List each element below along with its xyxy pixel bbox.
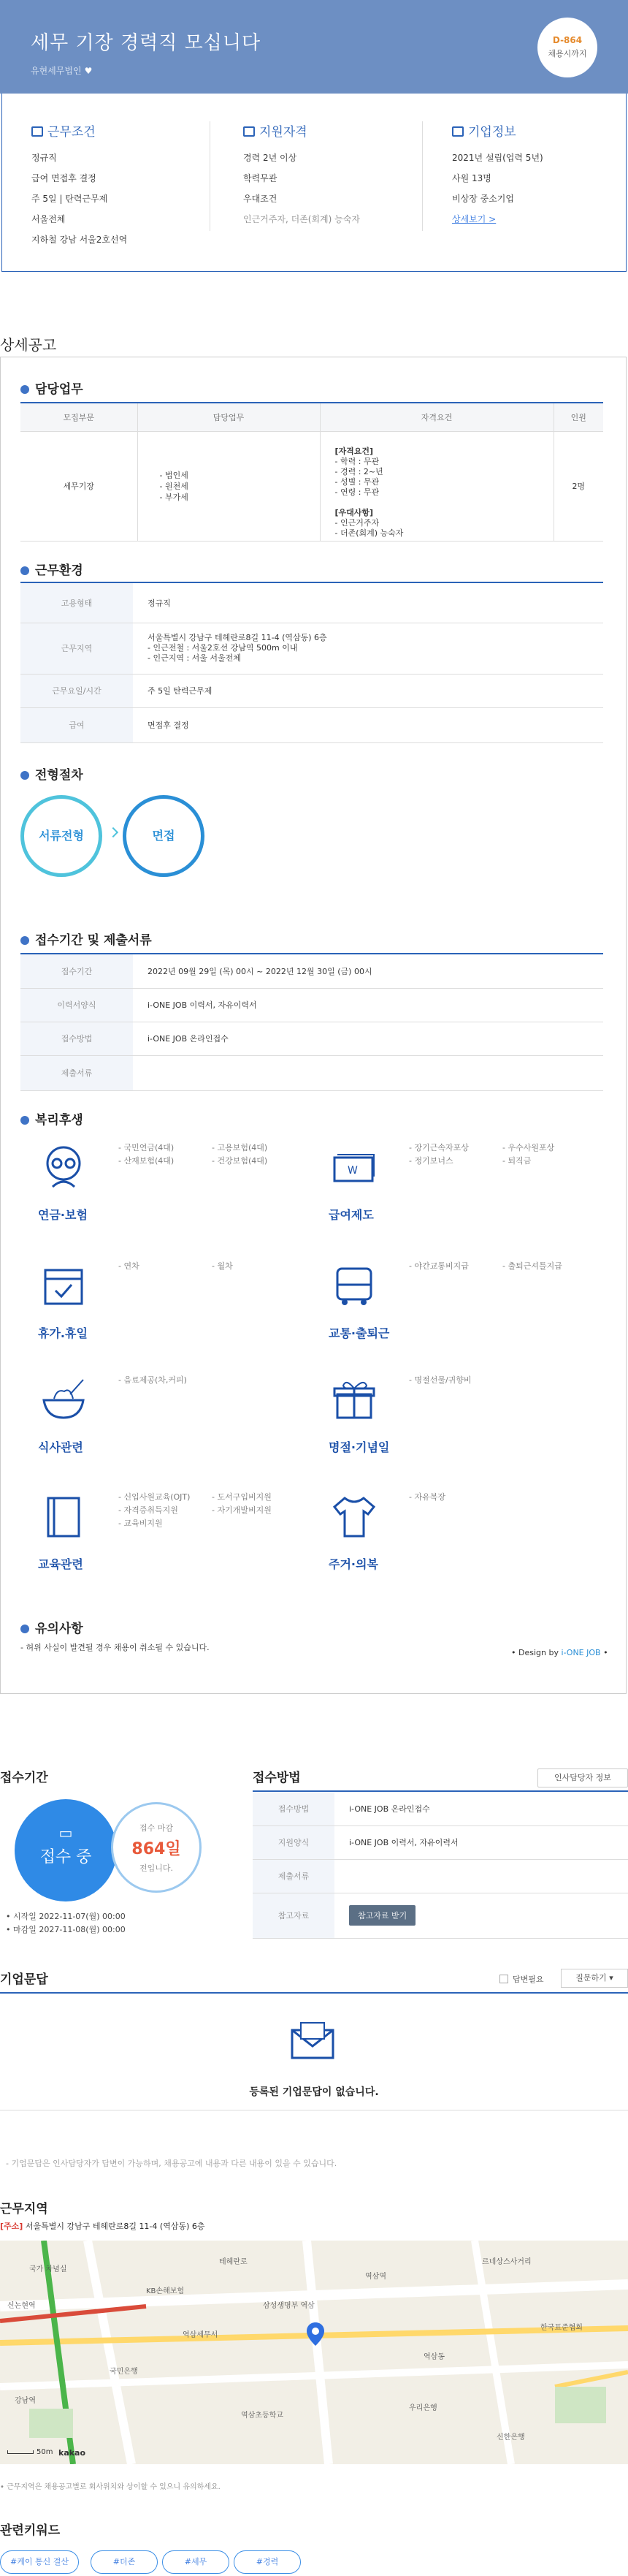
welfare-item: - 우수사원포상 [502, 1143, 555, 1152]
duty-title: 담당업무 [35, 382, 83, 397]
checkbox-label: 답변필요 [513, 1975, 544, 1984]
welfare-item: - 자기개발비지원 [212, 1505, 272, 1515]
bullet-icon [20, 1625, 29, 1633]
pref-item: - 더존(회계) 능숙자 [334, 528, 404, 538]
req-item: - 학력 : 무관 [334, 456, 380, 466]
keyword-tag[interactable]: #세무 [162, 2550, 229, 2574]
qna-empty-box [0, 1994, 628, 2110]
duty-requirements [320, 431, 554, 541]
welfare-group-name: 휴가.휴일 [38, 1326, 88, 1340]
map-place: 강남역 [15, 2397, 36, 2405]
condition-item: 정규직 [31, 153, 57, 163]
task-item: - 부가세 [159, 492, 188, 502]
map-note: • 근무지역은 채용공고별로 회사위치와 상이할 수 있으니 유의하세요. [0, 2483, 221, 2491]
bullet-icon [20, 385, 29, 394]
welfare-item: - 퇴직금 [502, 1156, 532, 1166]
row-value: 정규직 [133, 583, 603, 623]
qualification-item: 우대조건 [243, 194, 277, 204]
welfare-item: - 국민연금(4대) [118, 1143, 175, 1152]
svg-text:W: W [348, 1165, 358, 1177]
apply-title: 접수기간 및 제출서류 [35, 933, 152, 948]
reference-download-button[interactable]: 참고자료 받기 [349, 1905, 416, 1926]
welfare-group-name: 명절·기념일 [329, 1440, 390, 1454]
bullet-icon [20, 771, 29, 780]
welfare-group [38, 1374, 330, 1483]
method-title: 접수방법 [253, 1771, 301, 1785]
row-label: 지원양식 [253, 1825, 334, 1859]
scale-label: 50m [37, 2448, 53, 2456]
company-info-title: 기업정보 [468, 125, 516, 140]
map-place: 역삼동 [424, 2353, 445, 2361]
welfare-item: - 야간교통비지급 [409, 1261, 469, 1271]
welfare-group [329, 1260, 621, 1369]
map-place: 르네상스사거리 [482, 2258, 532, 2266]
welfare-item: - 자격증취득지원 [118, 1505, 178, 1515]
cash-icon [329, 1141, 380, 1193]
bullet-icon [20, 1116, 29, 1125]
process-step: 면접 [123, 795, 204, 877]
condition-item: 서울전체 [31, 214, 66, 224]
welfare-group [38, 1141, 330, 1251]
col-header: 자격요건 [320, 403, 554, 431]
divider [422, 121, 423, 231]
row-label: 참고자료 [253, 1893, 334, 1938]
row-label: 제출서류 [20, 1055, 133, 1090]
qna-note: - 기업문답은 인사담당자가 답변이 가능하며, 채용공고에 내용과 다른 내용이 있을 수 있습니다. [6, 2159, 337, 2168]
keyword-tag[interactable]: #더존 [91, 2550, 158, 2574]
keyword-tag[interactable]: #경력 [234, 2550, 301, 2574]
start-date: • 시작일 2022-11-07(월) 00:00 [6, 1912, 126, 1921]
book-icon [38, 1491, 89, 1542]
welfare-item: - 건강보험(4대) [212, 1156, 268, 1166]
condition-item: 급여 면접후 결정 [31, 173, 96, 183]
qna-title: 기업문답 [0, 1972, 48, 1987]
col-header: 모집부문 [20, 403, 137, 431]
work-conditions [31, 121, 221, 254]
qualification-item: 학력무관 [243, 173, 277, 183]
row-value: i-ONE JOB 온라인접수 [133, 1022, 603, 1055]
welfare-item: - 고용보험(4대) [212, 1143, 268, 1152]
location-address [0, 2220, 204, 2232]
process-title: 전형절차 [35, 768, 83, 783]
req-item: - 연령 : 무관 [334, 487, 380, 497]
condition-item: 주 5일 | 탄력근무제 [31, 194, 108, 204]
summary-box [1, 94, 627, 272]
notice-text: - 허위 사실이 발견될 경우 채용이 취소될 수 있습니다. [20, 1643, 210, 1652]
start-date-text: 시작일 2022-11-07(월) 00:00 [13, 1912, 126, 1921]
map[interactable] [0, 2241, 628, 2464]
welfare-title: 복리후생 [35, 1113, 83, 1128]
welfare-item: - 월차 [212, 1261, 233, 1271]
row-label: 접수방법 [253, 1792, 334, 1825]
row-value [133, 623, 603, 674]
job-title: 세무 기장 경력직 모십니다 [31, 32, 261, 54]
map-scale [7, 2448, 53, 2456]
design-end: • [600, 1648, 608, 1657]
env-title: 근무환경 [35, 563, 83, 578]
row-value [133, 1055, 603, 1090]
welfare-group [38, 1260, 330, 1369]
map-place: 신논현역 [7, 2302, 36, 2310]
row-value: 면접후 결정 [133, 707, 603, 742]
row-value: i-ONE JOB 이력서, 자유이력서 [334, 1825, 628, 1859]
ask-label: 질문하기 [575, 1973, 607, 1983]
row-value: i-ONE JOB 온라인접수 [334, 1792, 628, 1825]
company-info-item: 사원 13명 [452, 173, 491, 183]
duty-tasks [137, 431, 320, 541]
req-item: - 성별 : 무관 [334, 476, 380, 487]
welfare-item: - 산재보험(4대) [118, 1156, 175, 1166]
company-label: 유현세무법인 [31, 66, 82, 76]
task-item: - 원천세 [159, 481, 188, 491]
apply-table [20, 954, 603, 1091]
row-label: 근무지역 [20, 623, 133, 674]
map-place: 테헤란로 [219, 2258, 248, 2266]
calendar-icon [38, 1260, 89, 1311]
welfare-group-name: 교육관련 [38, 1557, 83, 1571]
design-credit [511, 1648, 608, 1657]
welfare-group [329, 1141, 621, 1251]
map-place: KB손해보험 [146, 2287, 185, 2295]
dday-badge [537, 18, 597, 77]
welfare-group [38, 1491, 330, 1600]
document-icon [31, 126, 43, 137]
col-header: 담당업무 [137, 403, 320, 431]
checkbox-icon[interactable] [499, 1975, 508, 1983]
glasses-face-icon [38, 1141, 89, 1193]
design-label: • Design by [511, 1648, 562, 1657]
company-detail-link[interactable]: 상세보기 > [452, 214, 497, 224]
gift-icon [329, 1374, 380, 1425]
keywords-title: 관련키워드 [0, 2523, 61, 2538]
company-name[interactable] [31, 64, 92, 77]
status-badge [15, 1799, 117, 1901]
welfare-group-name: 급여제도 [329, 1208, 374, 1222]
qualification-note: 인근거주자, 더존(회계) 능숙자 [243, 214, 360, 224]
job-header [0, 0, 628, 94]
dday-count: D-864 [552, 35, 583, 45]
building-icon [452, 126, 464, 137]
envelope-icon [289, 2020, 336, 2061]
qualifications-title: 지원자격 [259, 125, 307, 140]
design-brand: i-ONE JOB [561, 1648, 601, 1657]
map-place: 역삼세무서 [183, 2331, 218, 2339]
col-header: 인원 [554, 403, 603, 431]
row-value: i-ONE JOB 이력서, 자유이력서 [133, 988, 603, 1022]
row-value [334, 1859, 628, 1893]
row-label: 근무요일/시간 [20, 674, 133, 707]
company-info [452, 121, 628, 225]
bus-icon [329, 1260, 380, 1311]
pref-heading: [우대사항] [334, 507, 374, 517]
address-line: 서울특별시 강남구 테헤란로8길 11-4 (역삼동) 6층 [148, 633, 327, 642]
welfare-item: - 음료제공(차,커피) [118, 1375, 187, 1385]
map-canvas[interactable] [0, 2241, 628, 2464]
welfare-item: - 명절선물/귀향비 [409, 1375, 472, 1385]
map-brand: kakao [58, 2448, 86, 2458]
notice-title: 유의사항 [35, 1622, 83, 1636]
map-place: 국민은행 [110, 2368, 138, 2376]
detail-section-title: 상세공고 [0, 336, 57, 354]
welfare-item: - 연차 [118, 1261, 139, 1271]
address-line: - 인근지역 : 서울 서울전체 [148, 653, 241, 663]
map-place: 역삼초등학교 [241, 2412, 283, 2420]
bullet-icon [20, 566, 29, 575]
address-text: 서울특별시 강남구 테헤란로8길 11-4 (역삼동) 6층 [25, 2222, 205, 2231]
welfare-group-name: 주거·의복 [329, 1557, 378, 1571]
duty-count: 2명 [554, 431, 603, 541]
map-place: 우리은행 [409, 2404, 437, 2412]
status-text: 접수 중 [39, 1848, 92, 1866]
map-place: 신한은행 [497, 2433, 525, 2442]
condition-item: 지하철 강남 서울2호선역 [31, 235, 128, 245]
heart-icon[interactable]: ♥ [84, 66, 93, 76]
remain-label: 접수 마감 [139, 1823, 173, 1833]
company-info-item: 2021년 설립(업력 5년) [452, 153, 543, 163]
row-value: 2022년 09월 29일 (목) 00시 ~ 2022년 12월 30일 (금) 00시 [133, 954, 603, 988]
company-info-item: 비상장 중소기업 [452, 194, 514, 204]
duty-table [20, 403, 603, 542]
map-place: 역삼역 [365, 2273, 386, 2281]
process-step: 서류전형 [20, 795, 102, 877]
row-label: 급여 [20, 707, 133, 742]
method-table [253, 1792, 628, 1939]
location-title: 근무지역 [0, 2202, 48, 2216]
welfare-group [329, 1374, 621, 1483]
env-table [20, 583, 603, 743]
hr-info-button[interactable]: 인사담당자 정보 [537, 1768, 628, 1787]
task-item: - 법인세 [159, 470, 188, 480]
welfare-item: - 신입사원교육(OJT) [118, 1492, 191, 1502]
welfare-item: - 도서구입비지원 [212, 1492, 272, 1502]
req-heading: [자격요건] [334, 446, 374, 456]
row-value: 주 5일 탄력근무제 [133, 674, 603, 707]
row-label: 이력서양식 [20, 988, 133, 1022]
welfare-item: - 출퇴근셔틀지급 [502, 1261, 562, 1271]
welfare-group-name: 식사관련 [38, 1440, 83, 1454]
welfare-item: - 정기보너스 [409, 1156, 453, 1166]
qualification-item: 경력 2년 이상 [243, 153, 297, 163]
map-place: 한국표준협회 [540, 2324, 583, 2332]
welfare-group-name: 교통·출퇴근 [329, 1326, 390, 1340]
scale-bar [7, 2450, 34, 2454]
row-label: 고용형태 [20, 583, 133, 623]
row-label: 접수기간 [20, 954, 133, 988]
remain-suffix: 전입니다. [139, 1863, 173, 1873]
row-label: 제출서류 [253, 1859, 334, 1893]
end-date-text: 마감일 2027-11-08(월) 00:00 [13, 1925, 126, 1934]
remain-days: 864일 [131, 1840, 181, 1858]
period-title: 접수기간 [0, 1771, 48, 1785]
qna-empty-text: 등록된 기업문답이 없습니다. [249, 2086, 379, 2098]
map-pin-icon[interactable] [307, 2322, 324, 2346]
duty-part: 세무기장 [20, 431, 137, 541]
map-place: 국가 차념실 [29, 2265, 67, 2273]
pref-item: - 인근거주자 [334, 517, 380, 528]
work-conditions-title: 근무조건 [47, 125, 96, 140]
end-date: • 마감일 2027-11-08(월) 00:00 [6, 1925, 126, 1934]
shirt-icon [329, 1491, 380, 1542]
briefcase-icon [243, 126, 255, 137]
bullet-icon [20, 936, 29, 945]
dday-sub: 채용시까지 [548, 49, 587, 58]
address-label: [주소] [0, 2222, 23, 2231]
ask-question-button[interactable]: 질문하기 ▾ [561, 1969, 628, 1988]
qualifications [243, 121, 433, 233]
answer-needed-checkbox[interactable] [499, 1973, 544, 1985]
req-item: - 경력 : 2~년 [334, 466, 383, 476]
remain-badge [111, 1802, 202, 1893]
row-label: 접수방법 [20, 1022, 133, 1055]
welfare-item: - 자유복장 [409, 1492, 445, 1502]
map-place: 삼성생명부 역삼 [263, 2302, 315, 2310]
keyword-tag[interactable]: #케이 통신 결산 [0, 2550, 79, 2574]
rice-bowl-icon [38, 1374, 89, 1425]
welfare-item: - 장기근속자포상 [409, 1143, 469, 1152]
book-open-icon: ▭ [58, 1824, 73, 1842]
welfare-group [329, 1491, 621, 1600]
welfare-group-name: 연금·보험 [38, 1208, 88, 1222]
address-line: - 인근전철 : 서울2호선 강남역 500m 이내 [148, 643, 298, 653]
welfare-item: - 교육비지원 [118, 1519, 163, 1528]
row-value [334, 1893, 628, 1938]
